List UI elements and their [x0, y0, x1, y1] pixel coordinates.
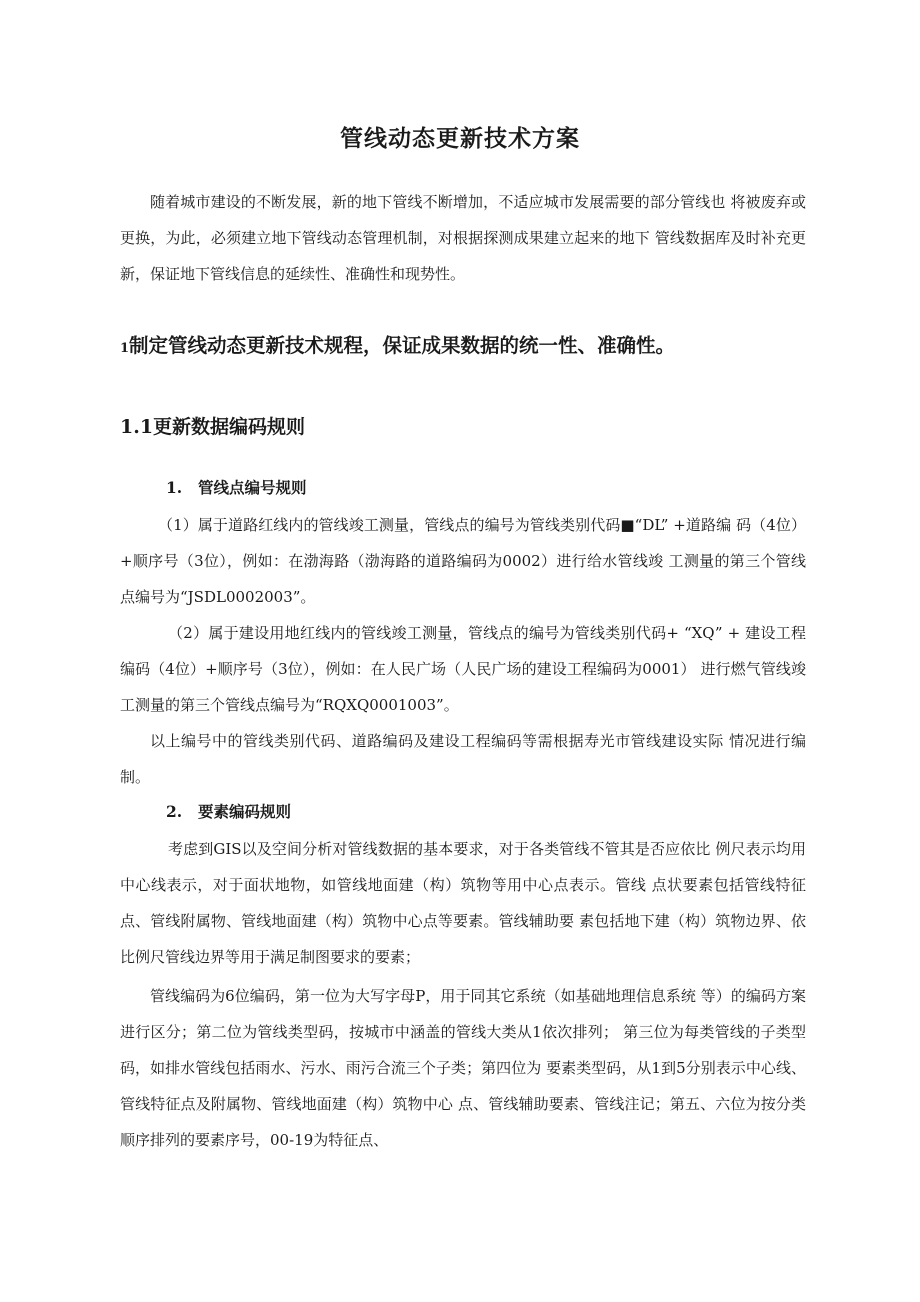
rule-1-title: 管线点编号规则	[198, 478, 307, 497]
document-title: 管线动态更新技术方案	[340, 125, 580, 152]
rule-1-heading	[166, 476, 307, 498]
section-1-title: 制定管线动态更新技术规程，保证成果数据的统一性、准确性。	[129, 334, 676, 357]
rule-2-paragraph-2: 管线编码为6位编码，第一位为大写字母P，用于同其它系统（如基础地理信息系统 等）的编码方案进行区分；第二位为管线类型码，按城市中涵盖的管线大类从1依次排列； 第三位为每类管线的子类型码，如排水管线包括雨水、污水、雨污合流三个子类；第四位为 要素类型码，从1到5分别表示中心线、管线特征点及附属物、管线地面建（构）筑物中心 点、管线辅助要素、管线注记；第五、六位为按分类顺序排列的要素序号，00-19为特征点、	[120, 987, 806, 1149]
rule-1-paragraph-1: （1）属于道路红线内的管线竣工测量，管线点的编号为管线类别代码■“DL” +道路编 码（4位）+顺序号（3位），例如：在渤海路（渤海路的道路编码为0002）进行给水管线竣 工测量的第三个管线点编号为“JSDL0002003”。	[120, 516, 806, 606]
rule-1-number: 1.	[166, 478, 183, 497]
rule-2-number: 2.	[166, 802, 183, 821]
section-1-heading	[120, 330, 675, 358]
section-1-1-heading: 1.1更新数据编码规则	[120, 416, 306, 438]
rule-2-title: 要素编码规则	[198, 802, 292, 821]
section-1-number: 1	[120, 341, 130, 356]
rule-2-paragraph-1: 考虑到GIS以及空间分析对管线数据的基本要求，对于各类管线不管其是否应依比 例尺表示均用中心线表示，对于面状地物，如管线地面建（构）筑物等用中心点表示。管线 点状要素包括管线特征点、管线附属物、管线地面建（构）筑物中心点等要素。管线辅助要 素包括地下建（构）筑物边界、依比例尺管线边界等用于满足制图要求的要素；	[120, 840, 806, 966]
intro-paragraph: 随着城市建设的不断发展，新的地下管线不断增加，不适应城市发展需要的部分管线也 将被废弃或更换，为此，必须建立地下管线动态管理机制，对根据探测成果建立起来的地下 管线数据库及时补充更新，保证地下管线信息的延续性、准确性和现势性。	[120, 193, 806, 283]
rule-1-paragraph-2: （2）属于建设用地红线内的管线竣工测量，管线点的编号为管线类别代码+ “XQ” + 建设工程编码（4位）+顺序号（3位），例如：在人民广场（人民广场的建设工程编码为0001） 进行燃气管线竣工测量的第三个管线点编号为“RQXQ0001003”。	[120, 624, 806, 714]
rule-2-heading	[166, 800, 291, 822]
rule-1-paragraph-3: 以上编号中的管线类别代码、道路编码及建设工程编码等需根据寿光市管线建设实际 情况进行编制。	[120, 732, 806, 786]
